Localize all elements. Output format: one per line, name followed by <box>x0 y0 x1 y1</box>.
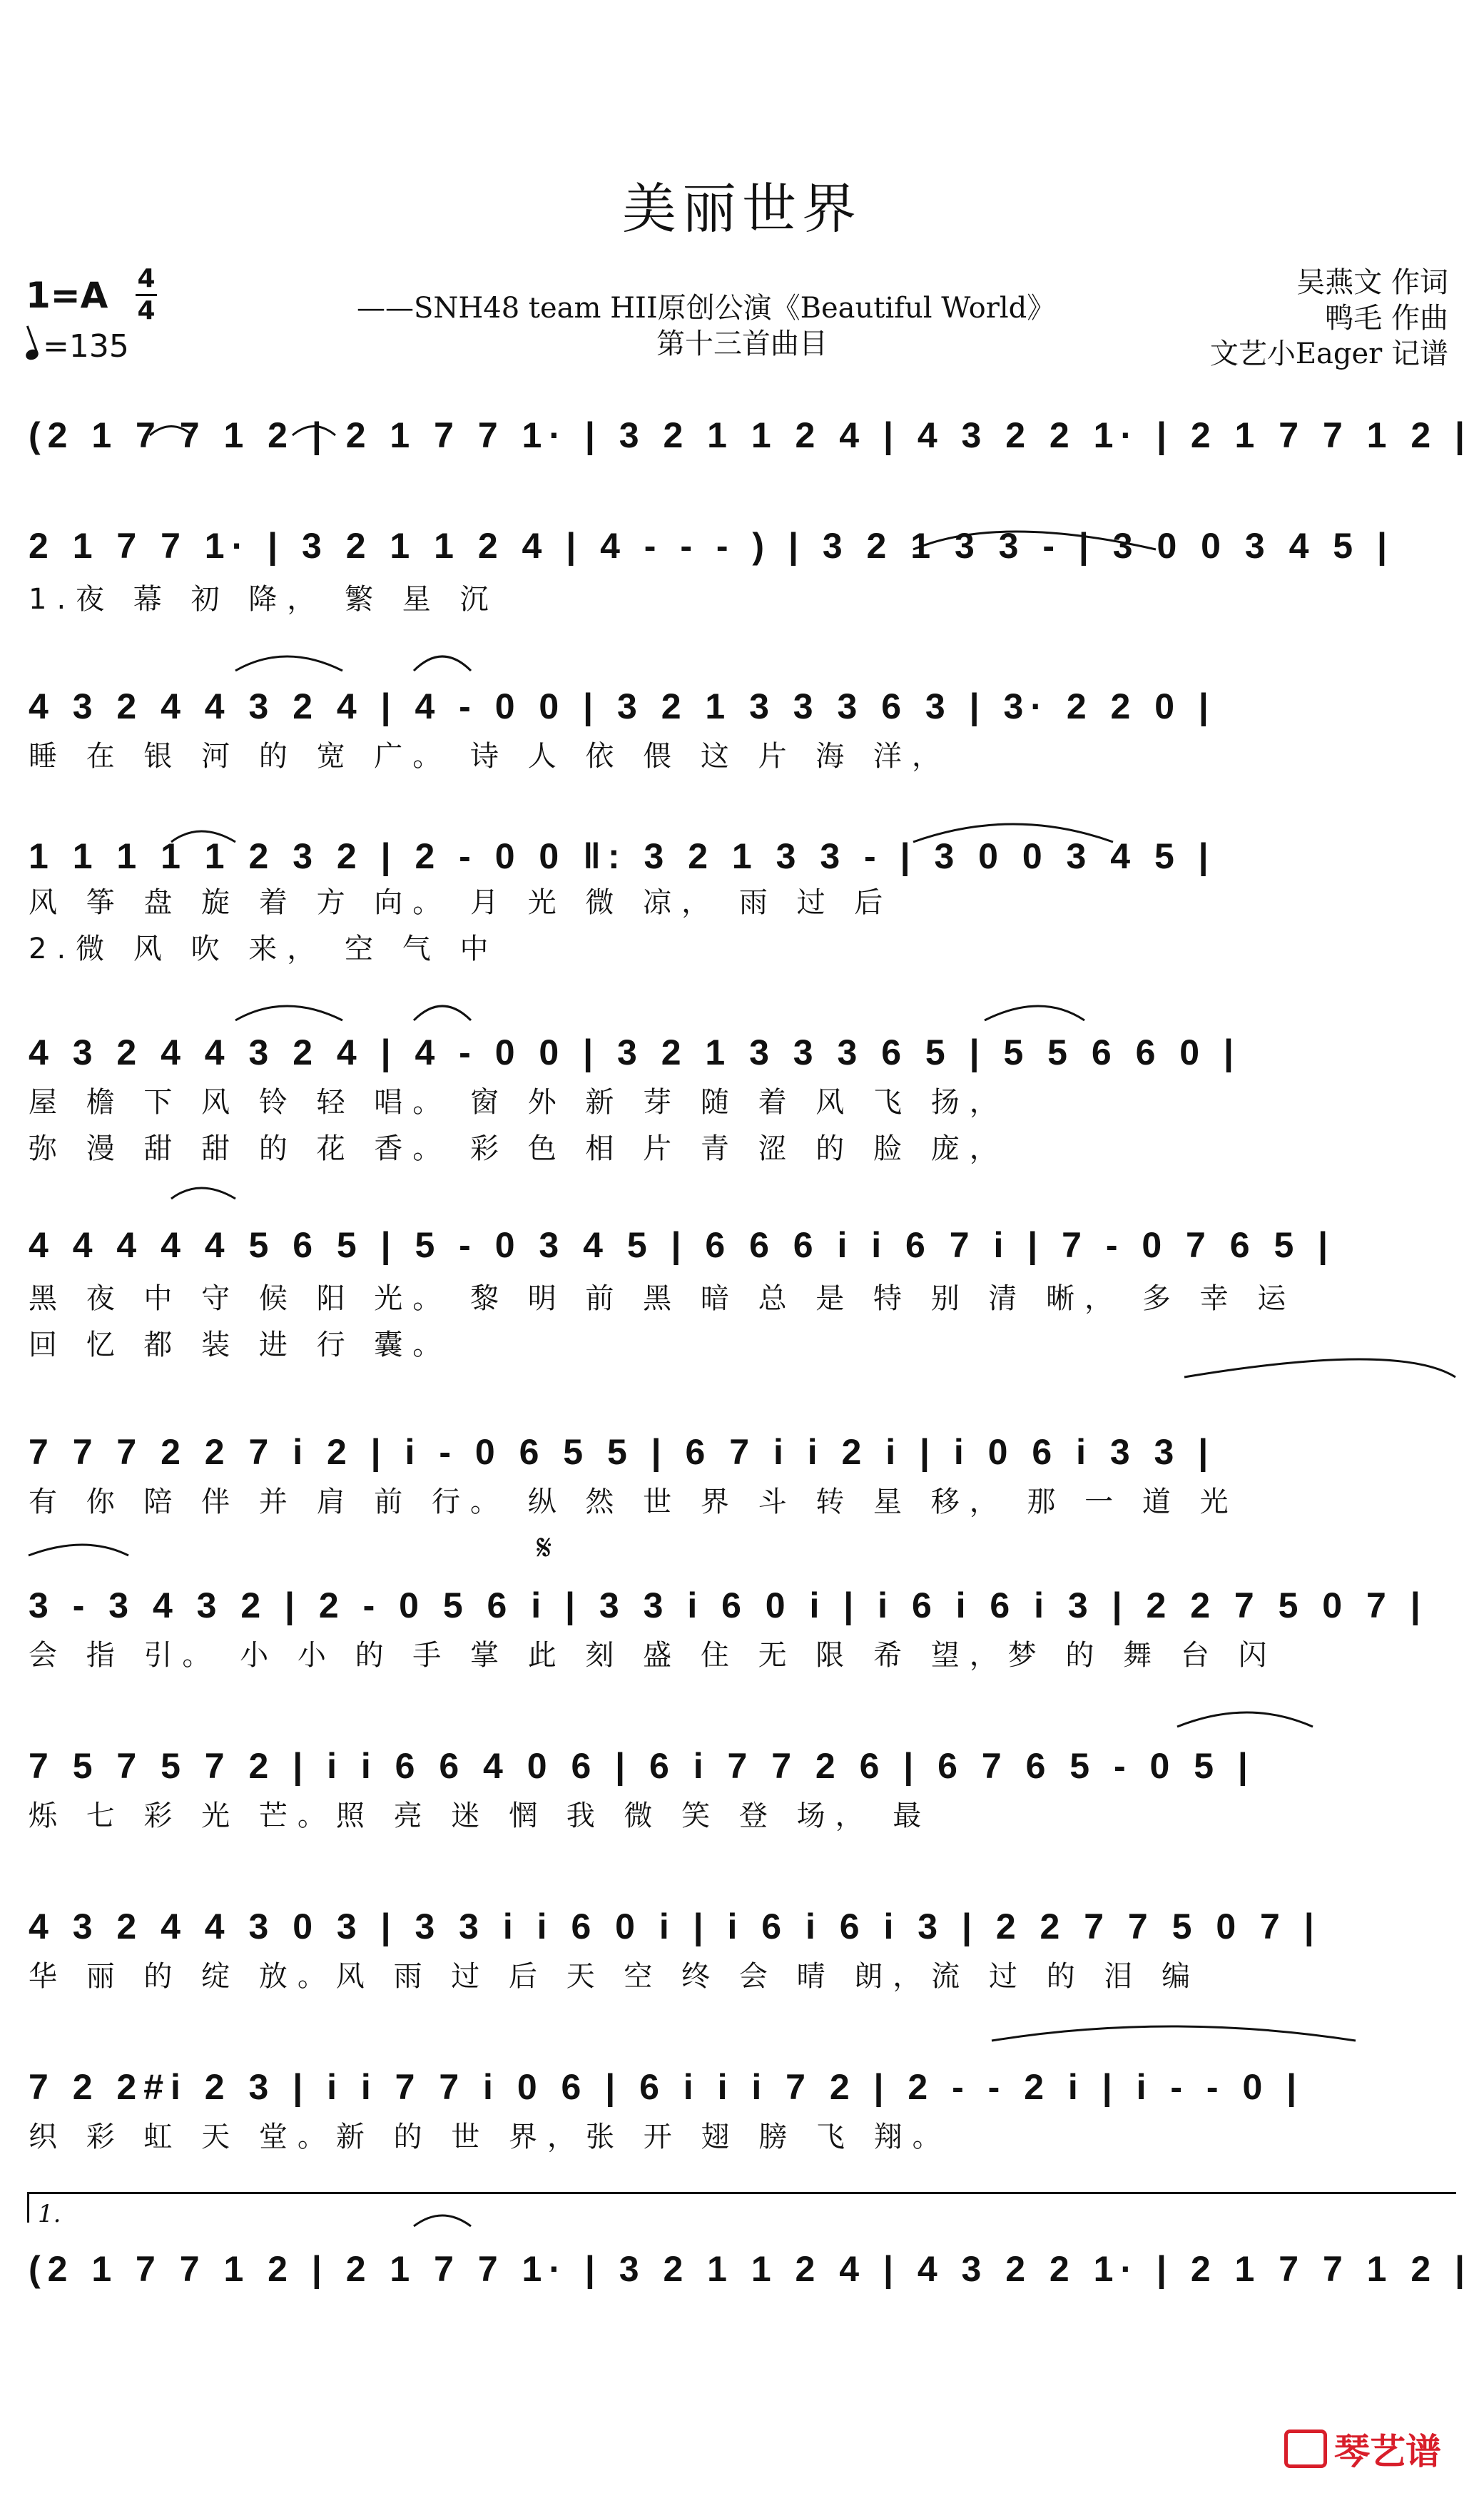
lyric-line: 风 筝 盘 旋 着 方 向。 月 光 微 凉， 雨 过 后 <box>29 886 893 919</box>
notation-line: 7 7 7 2 2 7 i 2 | i - 0 6 5 5 | 6 7 i i 2 i | i 0 6 i 3 3 | <box>29 1432 1216 1472</box>
logo-icon <box>1284 2430 1327 2468</box>
lyric-line: 回 忆 都 装 进 行 囊。 <box>29 1329 452 1361</box>
lyric-line: 织 彩 虹 天 堂。新 的 世 界，张 开 翅 膀 飞 翔。 <box>29 2121 951 2153</box>
notation-line: 7 5 7 5 7 2 | i i 6 6 4 0 6 | 6 i 7 7 2 6 | 6 7 6 5 - 0 5 | <box>29 1746 1255 1786</box>
ending-label: 1. <box>38 2200 61 2228</box>
key-signature: 1=A <box>26 275 108 316</box>
notation-line: 2 1 7 7 1· | 3 2 1 1 2 4 | 4 - - - ) | 3 2 1 3 3 - | 3 0 0 3 4 5 | <box>29 526 1394 566</box>
lyric-line: 华 丽 的 绽 放。风 雨 过 后 天 空 终 会 晴 朗，流 过 的 泪 编 <box>29 1960 1201 1993</box>
composer-credit: 鸭毛 作曲 <box>1325 302 1448 335</box>
lyric-line: 2.微 风 吹 来， 空 气 中 <box>29 933 499 965</box>
notation-line: 4 3 2 4 4 3 0 3 | 3 3 i i 6 0 i | i 6 i 6 i 3 | 2 2 7 7 5 0 7 | <box>29 1907 1321 1946</box>
notation-line: (2 1 7 7 1 2 | 2 1 7 7 1· | 3 2 1 1 2 4 | 4 3 2 2 1· | 2 1 7 7 1 2 | <box>29 2249 1473 2289</box>
time-signature: 4 4 <box>136 265 157 325</box>
notation-line: 4 4 4 4 4 5 6 5 | 5 - 0 3 4 5 | 6 6 6 i i 6 7 i | 7 - 0 7 6 5 | <box>29 1225 1336 1265</box>
lyric-line: 有 你 陪 伴 并 肩 前 行。 纵 然 世 界 斗 转 星 移， 那 一 道 光 <box>29 1486 1239 1518</box>
notation-line: 7 2 2#i 2 3 | i i 7 7 i 0 6 | 6 i i i 7 2 | 2 - - 2 i | i - - 0 | <box>29 2067 1304 2107</box>
page-title: 美丽世界 <box>622 177 862 240</box>
lyric-line: 1.夜 幕 初 降， 繁 星 沉 <box>29 583 499 616</box>
notation-line: 4 3 2 4 4 3 2 4 | 4 - 0 0 | 3 2 1 3 3 3 6 3 | 3· 2 2 0 | <box>29 686 1216 726</box>
segno-sign: 𝄋 <box>537 1527 552 1568</box>
watermark-text: 琴艺谱 <box>1334 2431 1441 2472</box>
notation-line: 1 1 1 1 1 2 3 2 | 2 - 0 0 ‖: 3 2 1 3 3 - | 3 0 0 3 4 5 | <box>29 836 1216 876</box>
notation-line: (2 1 7 7 1 2 | 2 1 7 7 1· | 3 2 1 1 2 4 | 4 3 2 2 1· | 2 1 7 7 1 2 | <box>29 415 1473 455</box>
subtitle: ——SNH48 team HII原创公演《Beautiful World》 <box>357 292 1056 325</box>
lyric-line: 烁 七 彩 光 芒。照 亮 迷 惘 我 微 笑 登 场， 最 <box>29 1799 932 1832</box>
lyricist-credit: 吴燕文 作词 <box>1296 266 1448 299</box>
tempo-marking: =135 <box>26 328 129 365</box>
watermark-logo <box>1284 2423 1441 2474</box>
lyric-line: 黑 夜 中 守 候 阳 光。 黎 明 前 黑 暗 总 是 特 别 清 晰， 多 幸 运 <box>29 1282 1296 1315</box>
lyric-line: 睡 在 银 河 的 宽 广。 诗 人 依 偎 这 片 海 洋， <box>29 740 951 773</box>
notation-line: 4 3 2 4 4 3 2 4 | 4 - 0 0 | 3 2 1 3 3 3 6 5 | 5 5 6 6 0 | <box>29 1032 1241 1072</box>
subtitle-line-2: 第十三首曲目 <box>656 328 828 360</box>
notation-line: 3 - 3 4 3 2 | 2 - 0 5 6 i | 3 3 i 6 0 i | i 6 i 6 i 3 | 2 2 7 5 0 7 | <box>29 1585 1428 1625</box>
lyric-line: 弥 漫 甜 甜 的 花 香。 彩 色 相 片 青 涩 的 脸 庞， <box>29 1132 1008 1165</box>
lyric-line: 屋 檐 下 风 铃 轻 唱。 窗 外 新 芽 随 着 风 飞 扬， <box>29 1086 1008 1119</box>
lyric-line: 会 指 引。 小 小 的 手 掌 此 刻 盛 住 无 限 希 望，梦 的 舞 台 闪 <box>29 1639 1277 1672</box>
transcriber-credit: 文艺小Eager 记谱 <box>1209 337 1448 370</box>
